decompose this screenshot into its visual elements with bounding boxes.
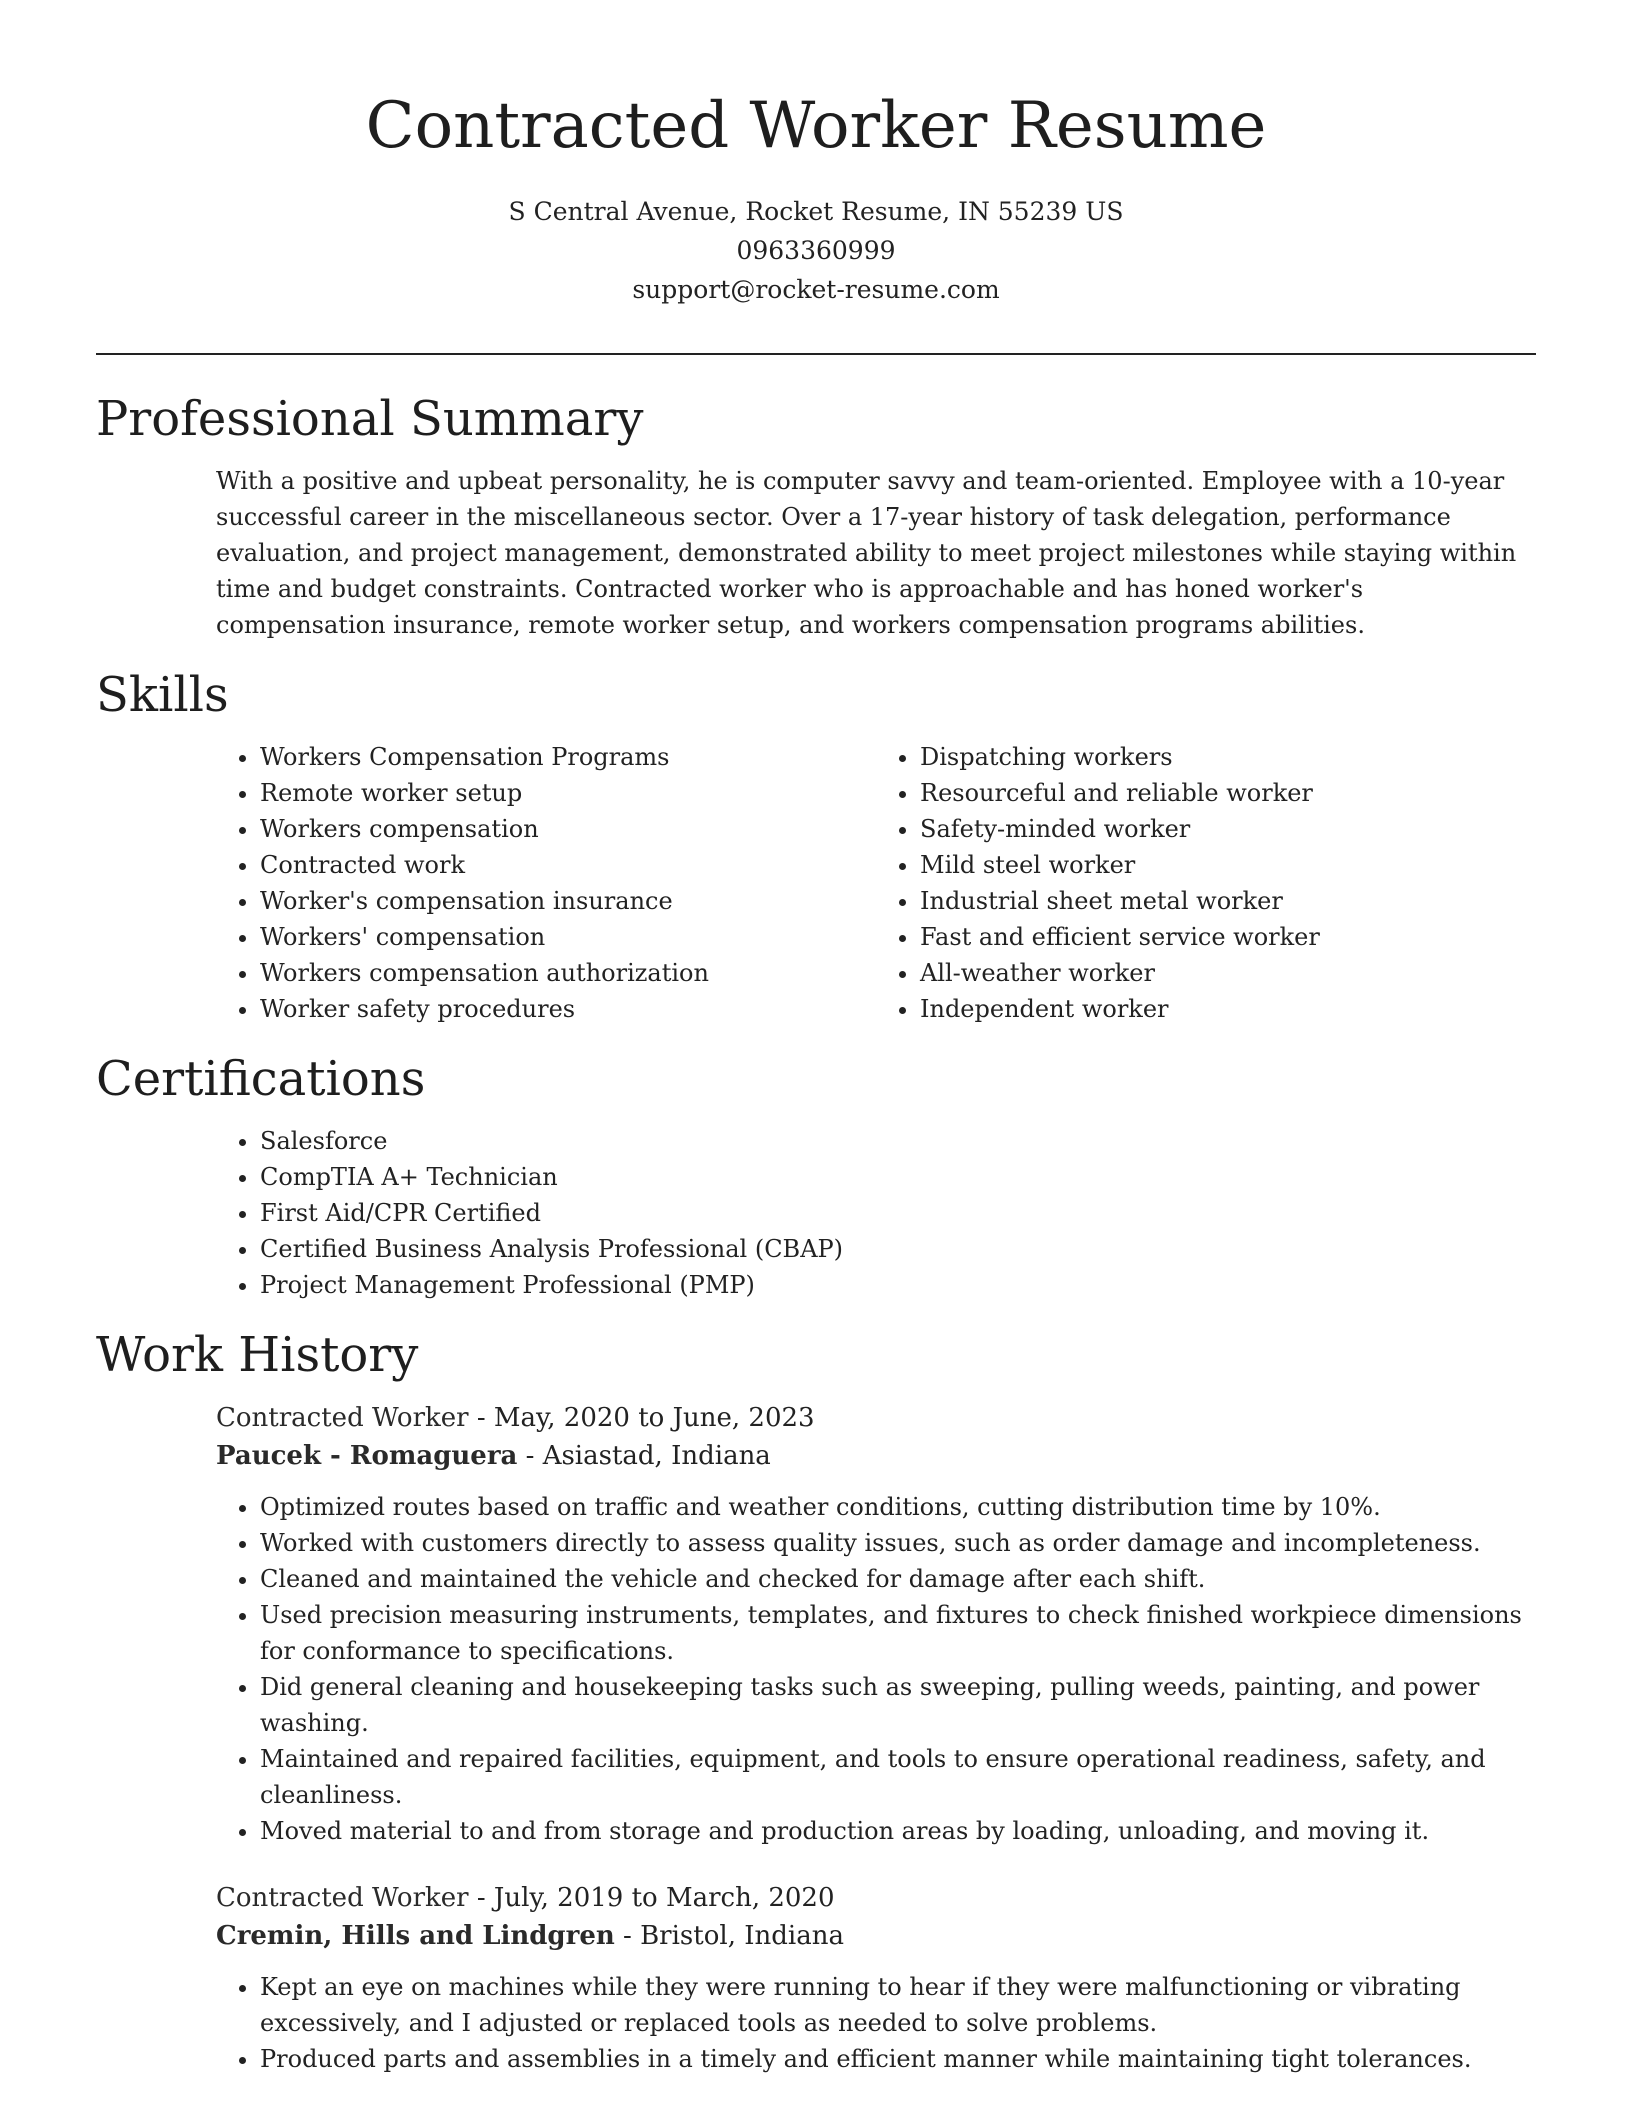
email: support@rocket-resume.com bbox=[632, 275, 1000, 304]
skills-section bbox=[96, 665, 1536, 1027]
skill-item: • Remote worker setup bbox=[260, 775, 876, 811]
job-title-line bbox=[216, 1399, 1536, 1437]
skill-item: • Workers compensation authorization bbox=[260, 955, 876, 991]
skill-item: • Industrial sheet metal worker bbox=[920, 883, 1536, 919]
job-bullet: • Worked with customers directly to assess quality issues, such as order damage and incompleteness. bbox=[260, 1525, 1536, 1561]
job-location: - Bristol, Indiana bbox=[614, 1921, 844, 1951]
resume-page bbox=[96, 0, 1536, 2077]
phone: 0963360999 bbox=[736, 236, 896, 265]
certifications-heading: Certifications bbox=[96, 1051, 426, 1107]
skill-item: • All-weather worker bbox=[920, 955, 1536, 991]
job-title: Contracted Worker bbox=[216, 1883, 469, 1913]
header-divider bbox=[96, 353, 1536, 355]
skill-item: • Dispatching workers bbox=[920, 739, 1536, 775]
job-bullet: • Maintained and repaired facilities, equipment, and tools to ensure operational readiness, safety, and cleanliness. bbox=[260, 1741, 1536, 1813]
skill-item: • Worker safety procedures bbox=[260, 991, 876, 1027]
job-bullet: • Moved material to and from storage and production areas by loading, unloading, and moving it. bbox=[260, 1813, 1536, 1849]
job-entry bbox=[216, 1879, 1536, 2077]
summary-heading: Professional Summary bbox=[96, 391, 644, 447]
certification-item: • Project Management Professional (PMP) bbox=[260, 1267, 1536, 1303]
job-bullets bbox=[216, 1969, 1536, 2077]
certification-item: • First Aid/CPR Certified bbox=[260, 1195, 1536, 1231]
skill-item: • Worker's compensation insurance bbox=[260, 883, 876, 919]
job-bullet: • Kept an eye on machines while they were running to hear if they were malfunctioning or vibrating excessively, and I adjusted or replaced tools as needed to solve problems. bbox=[260, 1969, 1536, 2041]
work-history-heading: Work History bbox=[96, 1327, 419, 1383]
certification-item: • Salesforce bbox=[260, 1123, 1536, 1159]
job-dates: - July, 2019 to March, 2020 bbox=[468, 1883, 835, 1913]
job-bullet: • Used precision measuring instruments, templates, and fixtures to check finished workpiece dimensions for conformance to specifications. bbox=[260, 1597, 1536, 1669]
job-bullet: • Cleaned and maintained the vehicle and checked for damage after each shift. bbox=[260, 1561, 1536, 1597]
job-dates: - May, 2020 to June, 2023 bbox=[468, 1403, 815, 1433]
skill-item: • Safety-minded worker bbox=[920, 811, 1536, 847]
job-bullets bbox=[216, 1489, 1536, 1849]
skills-list-right bbox=[876, 739, 1536, 1027]
resume-title: Contracted Worker Resume bbox=[365, 89, 1267, 163]
certifications-list bbox=[216, 1123, 1536, 1303]
contact-block bbox=[96, 192, 1536, 309]
job-bullet: • Did general cleaning and housekeeping tasks such as sweeping, pulling weeds, painting, and power washing. bbox=[260, 1669, 1536, 1741]
job-company: Paucek - Romaguera bbox=[216, 1441, 518, 1471]
job-location: - Asiastad, Indiana bbox=[517, 1441, 771, 1471]
skill-item: • Contracted work bbox=[260, 847, 876, 883]
job-company-line bbox=[216, 1917, 1536, 1955]
skill-item: • Workers compensation bbox=[260, 811, 876, 847]
certification-item: • Certified Business Analysis Professional (CBAP) bbox=[260, 1231, 1536, 1267]
summary-section bbox=[96, 389, 1536, 643]
certification-item: • CompTIA A+ Technician bbox=[260, 1159, 1536, 1195]
certifications-section bbox=[96, 1049, 1536, 1303]
job-title-line bbox=[216, 1879, 1536, 1917]
job-company: Cremin, Hills and Lindgren bbox=[216, 1921, 615, 1951]
address: S Central Avenue, Rocket Resume, IN 55239 US bbox=[508, 197, 1124, 226]
job-entry bbox=[216, 1399, 1536, 1849]
job-company-line bbox=[216, 1437, 1536, 1475]
skill-item: • Independent worker bbox=[920, 991, 1536, 1027]
resume-header bbox=[96, 0, 1536, 309]
summary-text: With a positive and upbeat personality, he is computer savvy and team-oriented. Employee with a 10-year successful career in the miscellaneous sector. Over a 17-year history of task delegation, performance evaluation, and project management, demonstrated ability to meet project milestones while staying within time and budget constraints. Contracted worker who is approachable and has honed worker's compensation insurance, remote worker setup, and workers compensation programs abilities. bbox=[216, 467, 1517, 639]
skill-item: • Resourceful and reliable worker bbox=[920, 775, 1536, 811]
skills-heading: Skills bbox=[96, 667, 229, 723]
skills-list-left bbox=[216, 739, 876, 1027]
job-title: Contracted Worker bbox=[216, 1403, 469, 1433]
job-bullet: • Produced parts and assemblies in a timely and efficient manner while maintaining tight tolerances. bbox=[260, 2041, 1536, 2077]
skill-item: • Fast and efficient service worker bbox=[920, 919, 1536, 955]
skill-item: • Mild steel worker bbox=[920, 847, 1536, 883]
skill-item: • Workers Compensation Programs bbox=[260, 739, 876, 775]
work-history-section bbox=[96, 1325, 1536, 2077]
job-bullet: • Optimized routes based on traffic and weather conditions, cutting distribution time by 10%. bbox=[260, 1489, 1536, 1525]
skill-item: • Workers' compensation bbox=[260, 919, 876, 955]
